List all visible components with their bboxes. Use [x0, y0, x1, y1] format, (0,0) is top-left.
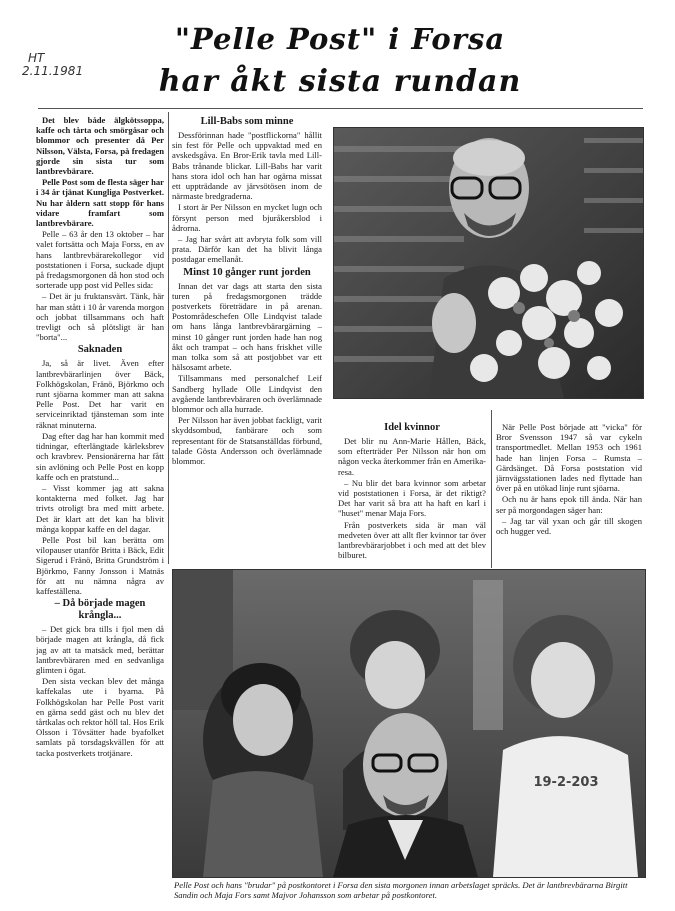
body-paragraph: I stort är Per Nilsson en mycket lugn och försynt person med bjuråkersblod i ådrorna. [172, 202, 322, 233]
body-paragraph: – Visst kommer jag att sakna kontakterna med folket. Jag har trivts otroligt bra med mitt arbete. Det är klart att det kan ha blivit många koppar kaffe en del dagar. [36, 482, 164, 534]
body-paragraph: Pelle – 63 år den 13 oktober – har valet fortsätta och Maja Forss, en av hans lantbrevbärarekollegor vid poststationen i Forsa, suckade djupt på fredagsmorgonen då hon stod och sorterade upp post vid Pelles sida: [36, 229, 164, 291]
column-divider-2 [491, 410, 492, 568]
body-paragraph: Per Nilsson har även jobbat fackligt, varit skyddsombud, fanbärare och som representant för de Statsanställdas förbund, talade Gösta Andersson och överlämnade blommor. [172, 415, 322, 467]
article-column-2 [172, 114, 322, 516]
article-column-3 [338, 420, 486, 566]
lead-paragraph: Det blev både älgkötssoppa, kaffe och tårta och smörgåsar och blommor och presenter då Per Nilsson, Välsta, Forsa, på fredagen gjorde sin sista tur som lantbrevbärare. [36, 115, 164, 177]
body-paragraph: Dag efter dag har han kommit med tidningar, efterlängtade kärleksbrev och kravbrev. Pensionärerna har fått sin avlöning och Pelle Post en kopp kaffe och en pratstund... [36, 430, 164, 482]
body-paragraph: När Pelle Post började att "vicka" för Bror Svensson 1947 så var cykeln transportmedlet. Mellan 1953 och 1961 hade han linjen Forsa – Rumsta – Gärdsänget. Då Forsa poststation vid järnvägsstationen lades ned flyttade han över på en utökad linje runt sjöarna. [496, 422, 642, 494]
lead-paragraph: Pelle Post som de flesta säger har i 34 år tjänat Kungliga Postverket. Nu har åldern satt stopp för hans vidare framfart som lantbrevbärare. [36, 177, 164, 229]
subheading-runt-jorden: Minst 10 gånger runt jorden [183, 266, 311, 278]
subheading-idel-kvinnor: Idel kvinnor [384, 422, 440, 433]
photo-pelle-with-flowers [333, 127, 644, 399]
body-paragraph: Innan det var dags att starta den sista turen på fredagsmorgonen trädde postverkets företrädare in på arenan. Postområdeschefen Olle Lindqvist talade om hans långa lantbrevbärargärning – minst 10 gånger runt jorden hade han nog åkt och trampat – och hans friskhet ville man tolka som så att postjobbet var ett hälsosamt arbete. [172, 280, 322, 373]
body-paragraph: – Det gick bra tills i fjol men då började magen att krångla, då fick jag av att ta matsäck med, berättar lantbrevbäraren med en sedvanliga glimten i ögat. [36, 624, 164, 675]
top-rule [38, 108, 643, 109]
body-paragraph: Och nu är hans epok till ända. När han ser på morgondagen säger han: [496, 494, 642, 515]
shirt-text: 19-2-203 [533, 775, 599, 790]
subheading-magen: – Då började magen krångla... [54, 598, 146, 622]
photo-caption: Pelle Post och hans "brudar" på postkontoret i Forsa den sista morgonen innan arbetslaget spräcks. Det är lantbrevbärarna Birgitt Sandin och Maja Fors samt Majvor Johansson som arbetar på postkontoret. [174, 880, 628, 900]
article-column-1 [36, 115, 164, 765]
photo-pelle-illustration [334, 128, 643, 398]
photo-group-postkontoret [172, 569, 646, 878]
body-paragraph: Den sista veckan blev det många kaffekalas ute i byarna. På Folkhögskolan har Pelle Post varit en gärna sedd gäst och nu blev det tårtkalas och rektor höll tal. Hos Erik Olsson i Tövsätter hade byafolket samlats på torsdagskvällen för att tacka postverkets trotjänare. [36, 676, 164, 758]
body-paragraph: – Jag tar väl yxan och går till skogen och hugger ved. [496, 515, 642, 537]
body-paragraph: – Nu blir det bara kvinnor som arbetar vid poststationen i Forsa, är det riktigt? Det har varit så bra att ha haft en karl i "huset" menar Maja Fors. [338, 477, 486, 519]
headline-line2: har åkt sista rundan [158, 64, 522, 99]
subheading-saknaden: Saknaden [77, 344, 123, 356]
body-paragraph: Pelle Post bil kan berätta om vilopauser utanför Britta i Bäck, Edit Sigerud i Fränö, Britta Grundström i Björkmo, Fanny Jonsson i Matnäs för att nu nämna några av kaffeställena. [36, 534, 164, 596]
body-paragraph: Från postverkets sida är man väl medveten över att allt fler kvinnor tar över lantbrevbärarjobbet i och med att det blev bilburet. [338, 519, 486, 561]
article-column-4 [496, 422, 642, 566]
body-paragraph: Det blir nu Ann-Marie Hållen, Bäck, som efterträder Per Nilsson när hon om någon vecka återkommer från en Amerika-resa. [338, 436, 486, 477]
handwritten-date: 2.11.1981 [22, 64, 84, 78]
headline-line1: "Pelle Post" i Forsa [174, 22, 506, 56]
body-paragraph: – Det är ju fruktansvärt. Tänk, här har man stått i 10 år varenda morgon och jobbat tillsammans och haft trevligt och så plötsligt är han "borta"... [36, 291, 164, 343]
handwritten-source: HT [28, 51, 45, 65]
body-paragraph: Ja, så är livet. Även efter lantbrevbärarlinjen över Bäck, Folkhögskolan, Fränö, Björkmo och runt sjöarna kommer man att sakna Pelle Post. Det har varit en serviceinriktad tjänsteman som inte räknat minuterna. [36, 358, 164, 430]
subheading-lill-babs: Lill-Babs som minne [200, 116, 294, 127]
column-divider-1 [168, 112, 169, 564]
handwritten-note [22, 52, 122, 78]
body-paragraph: Tillsammans med personalchef Leif Sandberg hyllade Olle Lindqvist den avgående lantbrevbäraren och överlämnade blommor och alla hurrade. [172, 373, 322, 415]
photo-group-illustration [173, 570, 645, 877]
body-paragraph: Dessförinnan hade "postflickorna" hållit sin fest för Pelle och uppvaktad med en avskedsgåva. En Bror-Erik tavla med Lill-Babs trånande blickar. Lill-Babs har varit hans stora idol och han har ogärna missat ett uppträdande av järvsötösen inom de närmaste bredgraderna. [172, 130, 322, 202]
body-paragraph: – Jag har svårt att avbryta folk som vill prata. Därför kan det ha blivit långa postdagar emellanåt. [172, 234, 322, 265]
